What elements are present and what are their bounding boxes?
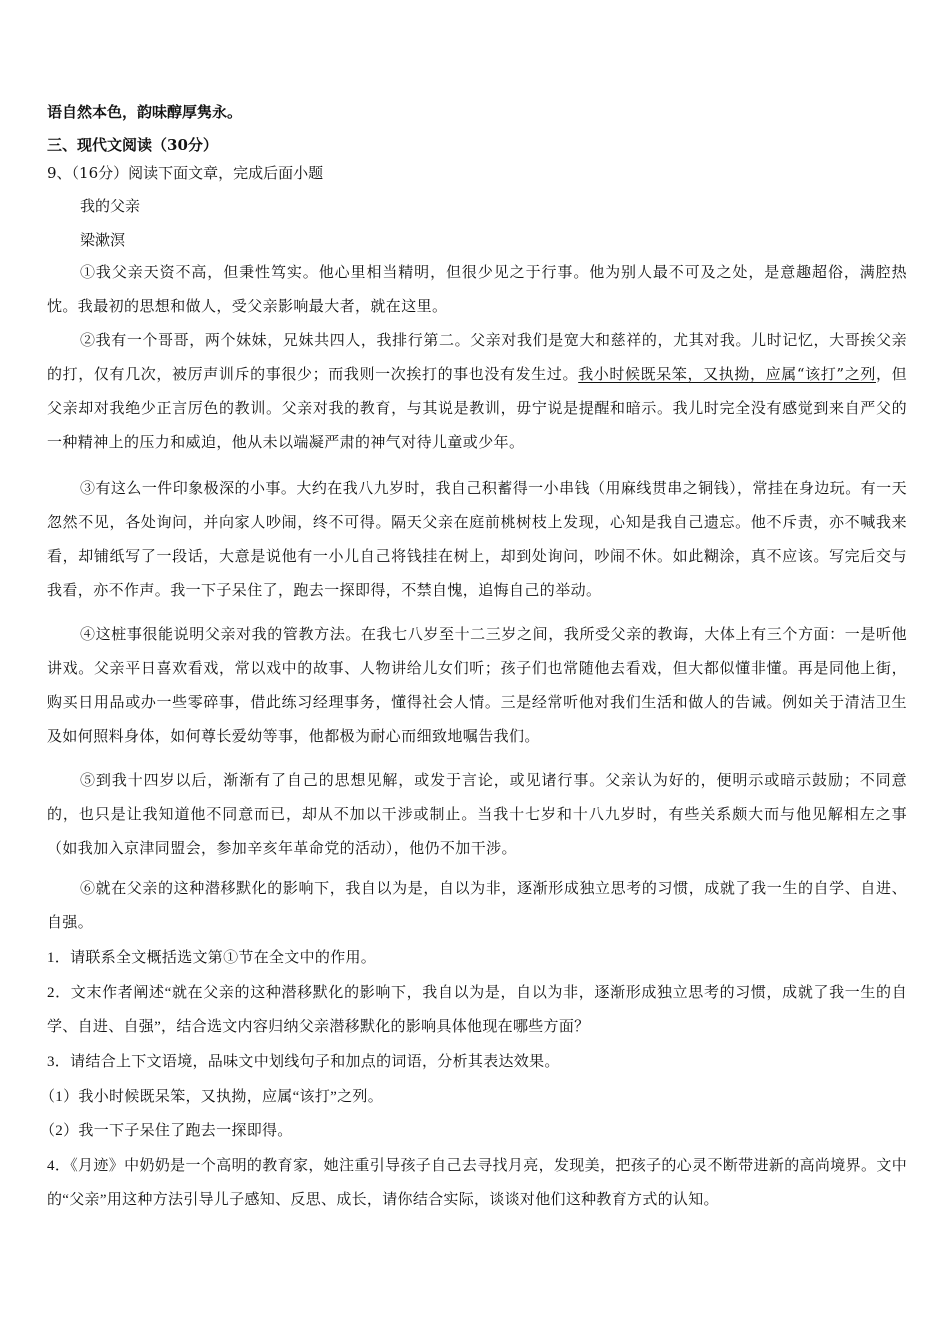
paragraph-6: ⑥就在父亲的这种潜移默化的影响下，我自以为是，自以为非，逐渐形成独立思考的习惯，成就了我一生的自学、自进、自强。 [47,879,907,931]
question-prompt: 9、（16分）阅读下面文章，完成后面小题 [47,164,324,182]
article-title: 我的父亲 [80,197,141,215]
question-3: 3．请结合上下文语境，品味文中划线句子和加点的词语，分析其表达效果。 [47,1054,560,1070]
article-author: 梁漱溟 [80,231,126,249]
paragraph-5: ⑤到我十四岁以后，渐渐有了自己的思想见解，或发于言论，或见诸行事。父亲认为好的，便明示或暗示鼓励；不同意的，也只是让我知道他不同意而已，却从不加以干涉或制止。当我十七岁和十八九岁时，有些关系颇大而与他见解相左之事（如我加入京津同盟会，参加辛亥年革命党的活动），他仍不加干涉。 [47,771,907,857]
question-1: 1．请联系全文概括选文第①节在全文中的作用。 [47,950,377,966]
section-heading: 三、现代文阅读（30分） [47,136,218,154]
paragraph-4: ④这桩事很能说明父亲对我的管教方法。在我七八岁至十二三岁之间，我所受父亲的教诲，大体上有三个方面：一是听他讲戏。父亲平日喜欢看戏，常以戏中的故事、人物讲给儿女们听；孩子们也常随他去看戏，但大都似懂非懂。再是同他上街，购买日用品或办一些零碎事，借此练习经理事务，懂得社会人情。三是经常听他对我们生活和做人的告诫。例如关于清洁卫生及如何照料身体，如何尊长爱幼等事，他都极为耐心而细致地嘱告我们。 [47,625,907,745]
paragraph-2-part-b: ，但父亲却对我绝少正言厉色的教训。父亲对我的教育，与其说是教训，毋宁说是提醒和暗示。我儿时完全没有感觉到来自严父的一种精神上的压力和威迫，他从未以端凝严肃的神气对待儿童或少年。 [47,365,907,451]
paragraph-3: ③有这么一件印象极深的小事。大约在我八九岁时，我自己积蓄得一小串钱（用麻线贯串之铜钱），常挂在身边玩。有一天忽然不见，各处询问，并向家人吵闹，终不可得。隔天父亲在庭前桃树枝上发现，心知是我自己遗忘。他不斥责，亦不喊我来看，却铺纸写了一段话，大意是说他有一小儿自己将钱挂在树上，却到处询问，吵闹不休。如此糊涂，真不应该。写完后交与我看，亦不作声。我一下子呆住了，跑去一探即得，不禁自愧，追悔自己的举动。 [47,479,907,599]
question-2: 2．文末作者阐述“就在父亲的这种潜移默化的影响下，我自以为是，自以为非，逐渐形成独立思考的习惯，成就了我一生的自学、自进、自强”，结合选文内容归纳父亲潜移默化的影响具体他现在哪些方面？ [47,985,907,1035]
intro-tail: 语自然本色，韵味醇厚隽永。 [47,103,243,121]
question-3-sub-1: （1）我小时候既呆笨，又执拗，应属“该打”之列。 [40,1089,384,1105]
question-3-sub-2: （2）我一下子呆住了跑去一探即得。 [40,1123,293,1139]
paragraph-2 [47,323,907,459]
underlined-sentence: 我小时候既呆笨，又执拗，应属“该打”之列 [578,365,876,383]
paragraph-1: ①我父亲天资不高，但秉性笃实。他心里相当精明，但很少见之于行事。他为别人最不可及之处，是意趣超俗，满腔热忱。我最初的思想和做人，受父亲影响最大者，就在这里。 [47,263,907,315]
paragraph-2-part-a: ②我有一个哥哥，两个妹妹，兄妹共四人，我排行第二。父亲对我们是宽大和慈祥的，尤其对我。儿时记忆，大哥挨父亲的打，仅有几次，被厉声训斥的事很少；而我则一次挨打的事也没有发生过。 [47,331,907,383]
question-4: 4．《月迹》中奶奶是一个高明的教育家，她注重引导孩子自己去寻找月亮，发现美，把孩子的心灵不断带进新的高尚境界。文中的“父亲”用这种方法引导儿子感知、反思、成长，请你结合实际，谈谈对他们这种教育方式的认知。 [47,1158,907,1208]
